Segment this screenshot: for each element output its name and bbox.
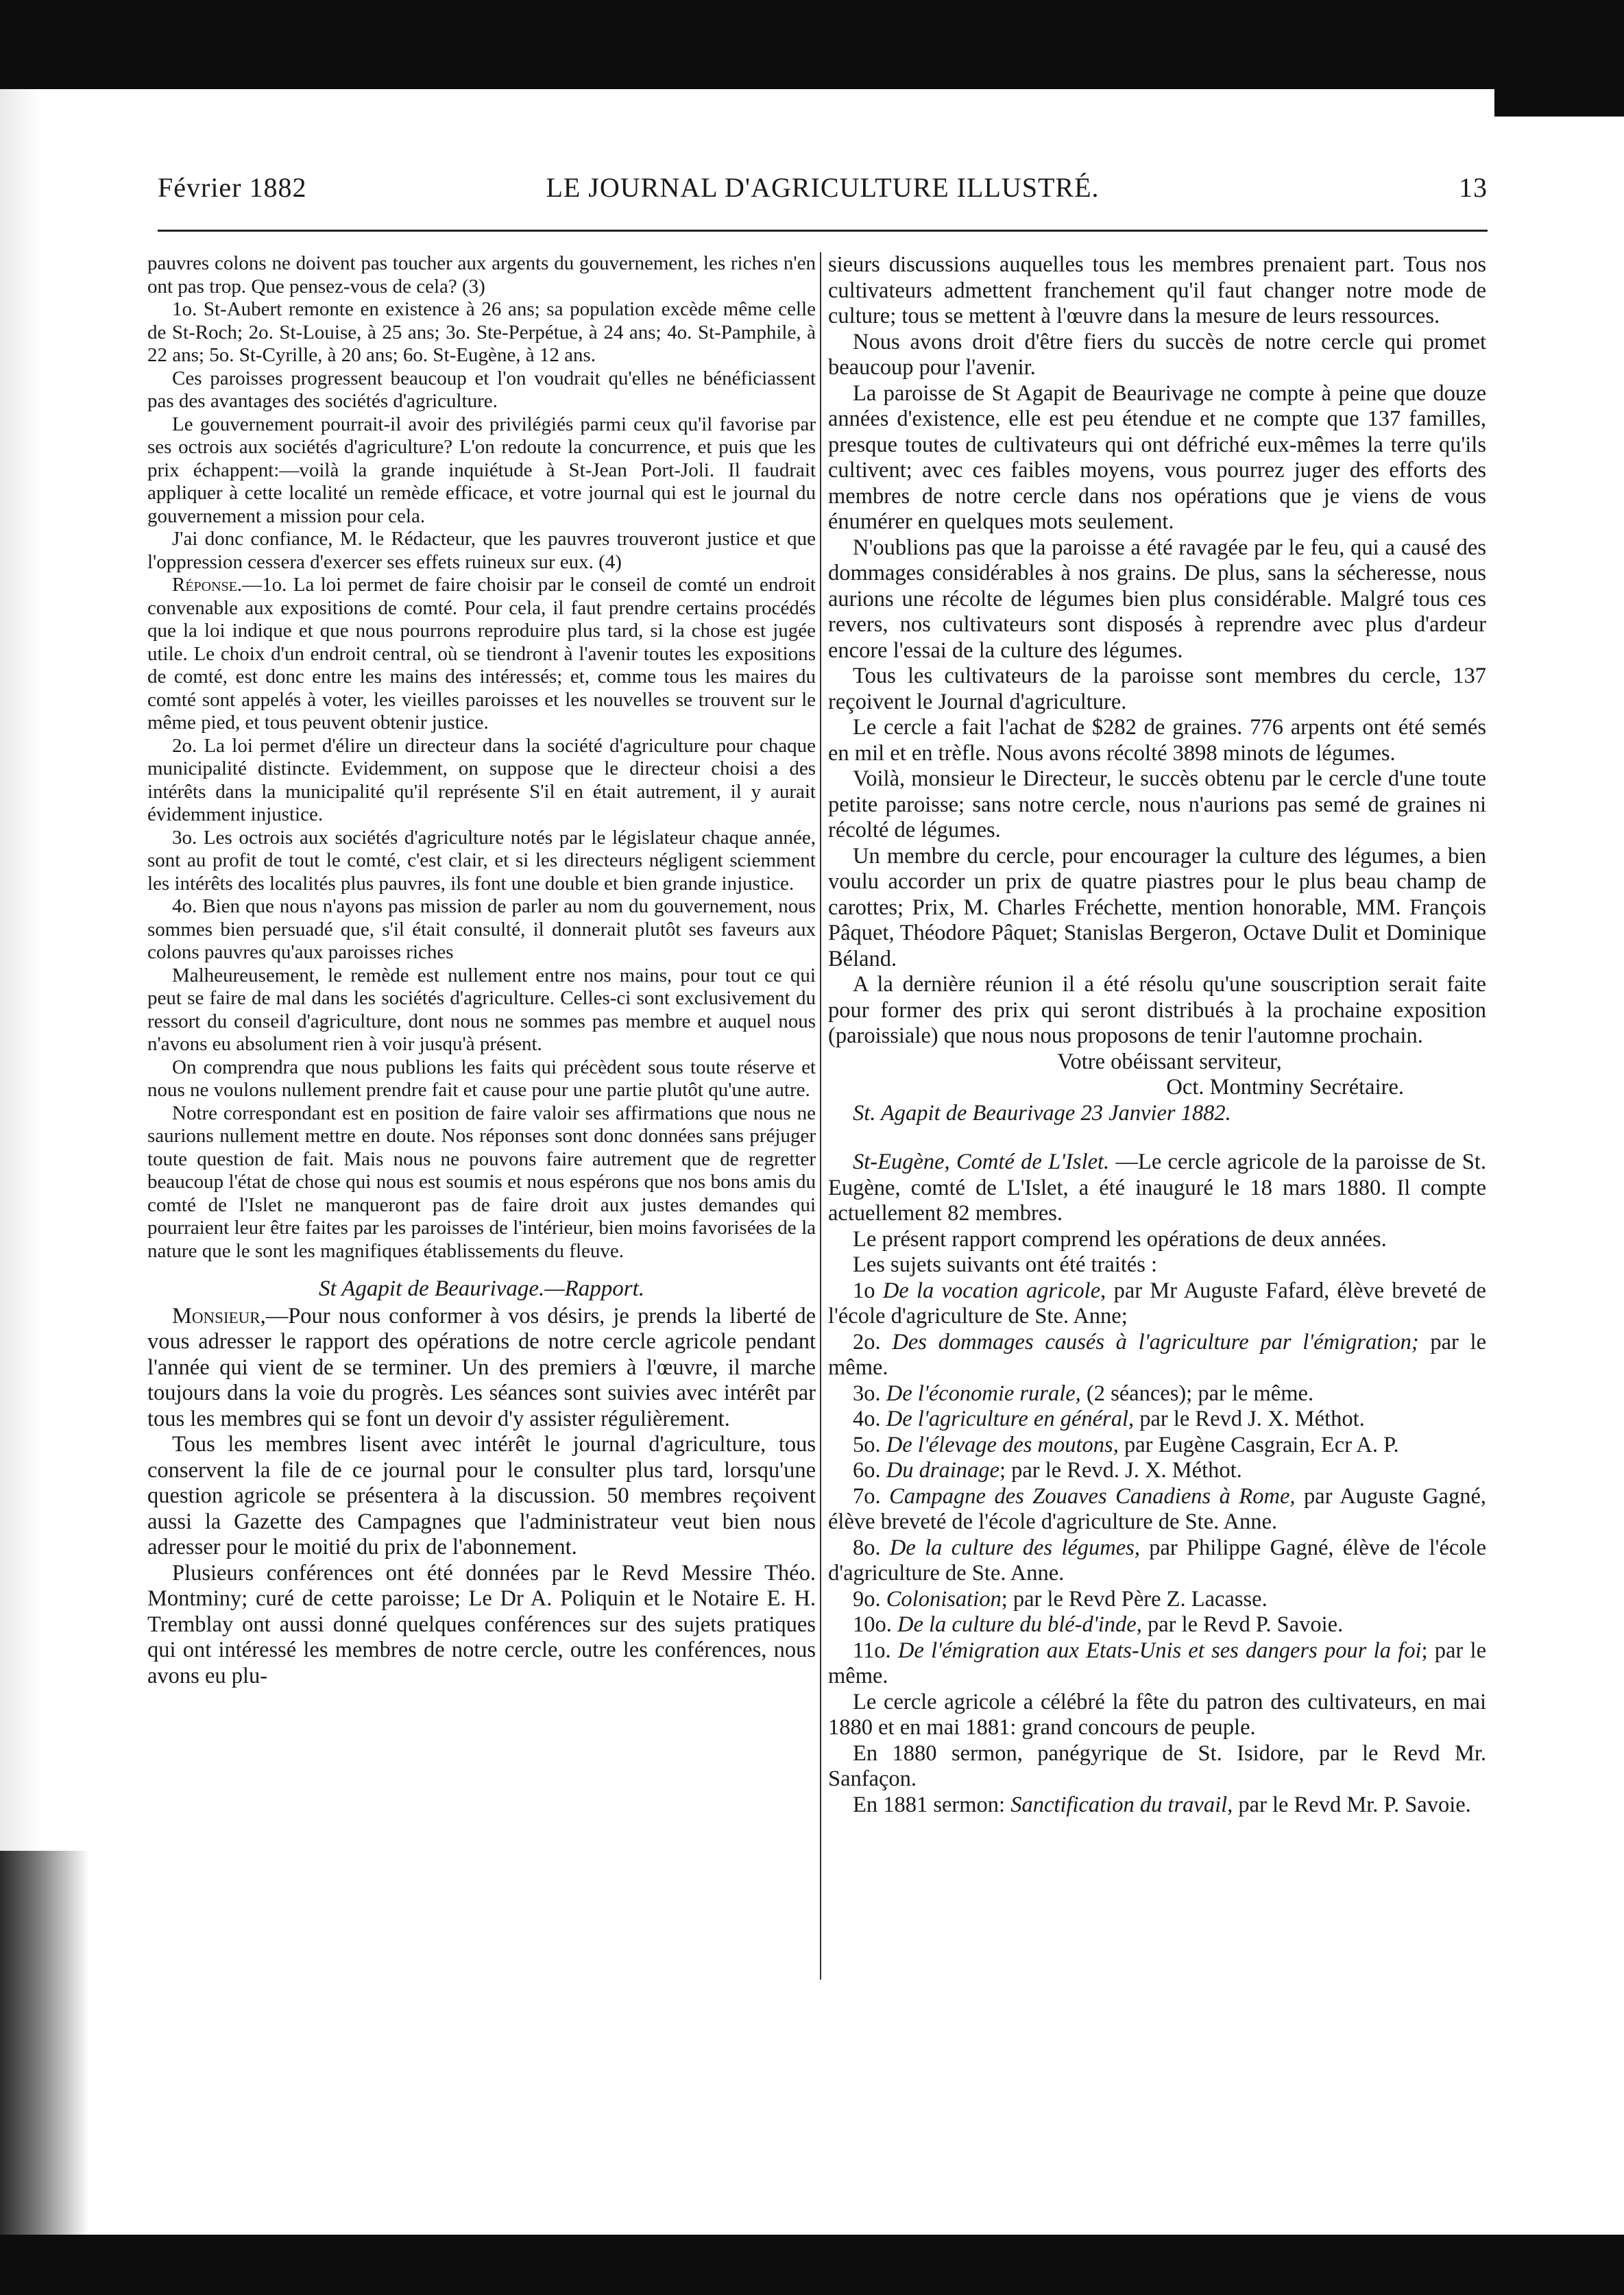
paragraph: Voilà, monsieur le Directeur, le succès obtenu par le cercle d'une toute petite paroisse; sans notre cercle, nous n'aurions pas semé de graines ni récolté de légumes. [828, 766, 1486, 842]
subject-item [828, 1458, 1486, 1484]
right-column [828, 252, 1486, 2220]
subject-author: ; par le Revd Père Z. Lacasse. [1001, 1586, 1268, 1612]
subject-title: Des dommages causés à l'agriculture par l'émigration; [892, 1329, 1419, 1355]
scan-top-border-corner [1494, 75, 1624, 117]
page-number: 13 [1459, 172, 1488, 203]
subject-number: 4o. [853, 1407, 881, 1431]
subject-title: De l'agriculture en général, [886, 1407, 1135, 1431]
reponse-label: Réponse. [172, 574, 243, 596]
paragraph-text: par le Revd Mr. P. Savoie. [1233, 1792, 1471, 1817]
paragraph: Nous avons droit d'être fiers du succès de notre cercle qui promet beaucoup pour l'avenir. [828, 329, 1486, 380]
subject-title: Colonisation [886, 1586, 1002, 1612]
paragraph: La paroisse de St Agapit de Beaurivage ne compte à peine que douze années d'existence, elle est peu étendue et ne compte que 137 familles, presque toutes de cultivateurs qui ont défriché eux-mêmes la terre qu'ils cultivent; avec ces faibles moyens, vous pourrez juger des efforts des membres de notre cercle dans nos opérations que je viens de vous énumérer en quelques mots seulement. [828, 380, 1486, 534]
paragraph: J'ai donc confiance, M. le Rédacteur, que les pauvres trouveront justice et que l'oppression cessera d'exercer ses effets ruineux sur eux. (4) [147, 528, 816, 573]
paragraph: Tous les membres lisent avec intérêt le journal d'agriculture, tous conservent la file de ce journal pour le consulter plus tard, lorsqu'une question agricole se présentera à la discussion. 50 membres reçoivent aussi la Gazette des Campagnes que l'administrateur veut bien nous adresser pour le moitié du prix de l'abonnement. [147, 1432, 816, 1559]
monsieur-paragraph [147, 1304, 816, 1433]
reponse-paragraph [147, 574, 816, 735]
subject-author: , par Mr Auguste Fafard, élève breveté de l'école d'agriculture de Ste. Anne; [828, 1278, 1486, 1328]
paragraph: On comprendra que nous publions les faits qui précèdent sous toute réserve et nous ne voulons nullement prendre fait et cause pour une partie plutôt qu'une autre. [147, 1056, 816, 1101]
subject-author: par Auguste Gagné, élève breveté de l'école d'agriculture de Ste. Anne. [828, 1483, 1486, 1534]
column-divider [820, 252, 821, 1980]
sermon-title: Sanctification du travail, [1010, 1792, 1233, 1817]
paragraph: Tous les cultivateurs de la paroisse sont membres du cercle, 137 reçoivent le Journal d'agriculture. [828, 664, 1486, 714]
scan-top-border [0, 0, 1624, 89]
subjects-list [828, 1278, 1486, 1690]
paragraph: Le présent rapport comprend les opérations de deux années. [853, 1226, 1387, 1252]
journal-title: LE JOURNAL D'AGRICULTURE ILLUSTRÉ. [546, 172, 1100, 203]
subject-number: 10o. [853, 1612, 892, 1637]
section-heading: St Agapit de Beaurivage.—Rapport. [318, 1276, 645, 1301]
paragraph: Notre correspondant est en position de faire valoir ses affirmations que nous ne saurions nullement mettre en doute. Nos réponses sont donc données sans préjuger toute question de fait. Mais nous ne pouvons faire autrement que de regretter beaucoup l'état de chose qui nous est soumis et nous espérons que nos bons amis du comté de l'Islet ne manqueront pas de faire droit aux justes demandes qui pourraient leur être faites par les paroisses de l'intérieur, bien moins favorisées de la nature que le sont les magnifiques établissements du fleuve. [147, 1102, 816, 1262]
paragraph: Un membre du cercle, pour encourager la culture des légumes, a bien voulu accorder un prix de quatre piastres pour le plus beau champ de carottes; Prix, M. Charles Fréchette, mention honorable, MM. François Pâquet, Théodore Pâquet; Stanislas Bergeron, Octave Dulit et Dominique Béland. [828, 843, 1486, 971]
signature: Oct. Montminy Secrétaire. [1166, 1075, 1404, 1100]
paragraph: 2o. La loi permet d'élire un directeur dans la société d'agriculture pour chaque municipalité distincte. Evidemment, on suppose que le directeur choisi a des intérêts dans la municipalité qu'il représente S'il en était autrement, il y aurait évidemment injustice. [147, 734, 816, 825]
subject-author: par le même. [828, 1329, 1486, 1380]
paragraph: 3o. Les octrois aux sociétés d'agriculture notés par le législateur chaque année, sont au profit de tout le comté, c'est clair, et si les directeurs négligent sciemment les intérêts des localités plus pauvres, ils font une double et bien grande injustice. [147, 826, 816, 895]
header-date: Février 1882 [158, 172, 307, 203]
subject-author: par Eugène Casgrain, Ecr A. P. [1118, 1432, 1399, 1457]
subject-number: 6o. [853, 1458, 881, 1483]
closing-line: Votre obéissant serviteur, [1057, 1049, 1282, 1074]
paragraph: Les sujets suivants ont été traités : [853, 1252, 1158, 1277]
scan-bottom-border [0, 2235, 1624, 2295]
page-header [158, 171, 1488, 212]
subject-item [828, 1381, 1486, 1407]
subject-title: De l'émigration aux Etats-Unis et ses dangers pour la foi [897, 1638, 1422, 1663]
subject-item [828, 1587, 1486, 1613]
reponse-text: —1o. La loi permet de faire choisir par le conseil de comté un endroit convenable aux expositions de comté. Pour cela, il faut prendre certains procédés que la loi indique et que nous pourrons reproduire plus tard, si la chose est jugée utile. Le choix d'un endroit central, où se tiendront à l'avenir toutes les expositions de comté, est donc entre les mains des intéressés; et, comme tous les maires du comté sont appelés à voter, les vieilles paroisses et les nouvelles se trouvent sur le même pied, et tous peuvent obtenir justice. [147, 574, 816, 733]
subject-number: 5o. [853, 1432, 881, 1457]
subject-author: ; par le même. [828, 1638, 1486, 1688]
st-eugene-heading: St-Eugène, Comté de L'Islet. [853, 1150, 1110, 1174]
subject-item [828, 1612, 1486, 1638]
subject-author: ; par le Revd. J. X. Méthot. [999, 1458, 1242, 1483]
salutation: Monsieur, [172, 1303, 266, 1328]
paragraph: 1o. St-Aubert remonte en existence à 26 ans; sa population excède même celle de St-Roch; 2o. St-Louise, à 25 ans; 3o. Ste-Perpétue, à 24 ans; 4o. St-Pamphile, à 22 ans; 5o. St-Cyrille, à 20 ans; 6o. St-Eugène, à 12 ans. [147, 298, 816, 366]
paragraph: Le cercle a fait l'achat de $282 de graines. 776 arpents ont été semés en mil et en trèfle. Nous avons récolté 3898 minots de légumes. [828, 715, 1486, 766]
sermon-paragraph [828, 1793, 1486, 1819]
header-rule [158, 230, 1488, 232]
paragraph: N'oublions pas que la paroisse a été ravagée par le feu, qui a causé des dommages considérables à nos grains. De plus, sans la sécheresse, nous aurions une récolte de légumes bien plus considérable. Malgré tous ces revers, nos cultivateurs sont disposés à reprendre avec plus d'ardeur encore l'essai de la culture des légumes. [828, 535, 1486, 663]
subject-title: De l'économie rurale, [886, 1381, 1081, 1406]
paragraph: A la dernière réunion il a été résolu qu'une souscription serait faite pour former des prix qui seront distribués à la prochaine exposition (paroissiale) que nous nous proposons de tenir l'automne prochain. [828, 972, 1486, 1048]
subject-title: Du drainage [886, 1458, 999, 1483]
paragraph: 4o. Bien que nous n'ayons pas mission de parler au nom du gouvernement, nous sommes bien persuadé que, s'il était consulté, il donnerait plutôt ses faveurs aux colons pauvres qu'aux paroisses riches [147, 895, 816, 963]
subject-author: par le Revd P. Savoie. [1141, 1612, 1344, 1637]
subject-author: par Philippe Gagné, élève de l'école d'agriculture de Ste. Anne. [828, 1535, 1486, 1586]
subject-number: 1o [853, 1278, 875, 1303]
paragraph: Le gouvernement pourrait-il avoir des privilégiés parmi ceux qu'il favorise par ses octrois aux sociétés d'agriculture? L'on redoute la concurrence, et puis que les prix échappent:—voilà la grande inquiétude à St-Jean Port-Joli. Il faudrait appliquer à cette localité un remède efficace, et votre journal qui est le journal du gouvernement a mission pour cela. [147, 413, 816, 527]
st-eugene-paragraph [828, 1150, 1486, 1227]
subject-author: par le Revd J. X. Méthot. [1134, 1407, 1365, 1431]
subject-number: 3o. [853, 1381, 881, 1406]
paragraph: sieurs discussions auquelles tous les membres prenaient part. Tous nos cultivateurs admettent franchement qu'il faut changer notre mode de culture; tous se mettent à l'œuvre dans la mesure de leurs ressources. [828, 252, 1486, 328]
subject-title: De l'élevage des moutons, [886, 1432, 1119, 1457]
subject-item [828, 1638, 1486, 1690]
scan-left-edge-dark [0, 1851, 89, 2295]
subject-title: De la culture du blé-d'inde, [897, 1612, 1142, 1637]
subject-title: De la vocation agricole [882, 1278, 1101, 1303]
paragraph: Le cercle agricole a célébré la fête du patron des cultivateurs, en mai 1880 et en mai 1881: grand concours de peuple. [828, 1689, 1486, 1740]
paragraph: Plusieurs conférences ont été données par le Revd Messire Théo. Montminy; curé de cette paroisse; Le Dr A. Poliquin et le Notaire E. H. Tremblay ont aussi donné quelques conférences sur des sujets pratiques qui ont intéressé les membres de notre cercle, outre les conférences, nous avons eu plu- [147, 1560, 816, 1688]
paragraph-text: En 1881 sermon: [853, 1792, 1011, 1817]
subject-item [828, 1535, 1486, 1587]
paragraph: Malheureusement, le remède est nullement entre nos mains, pour tout ce qui peut se faire de mal dans les sociétés d'agriculture. Celles-ci sont exclusivement du ressort du conseil d'agriculture, dont nous ne sommes pas membre et auquel nous n'avons eu absolument rien à voir jusqu'à présent. [147, 964, 816, 1055]
subject-item [828, 1278, 1486, 1330]
place-date: St. Agapit de Beaurivage 23 Janvier 1882. [853, 1100, 1231, 1126]
spacer [828, 1126, 1486, 1150]
subject-number: 9o. [853, 1586, 881, 1612]
subject-title: De la culture des légumes, [889, 1535, 1140, 1560]
subject-number: 2o. [853, 1329, 881, 1355]
report-body [147, 1304, 816, 1690]
subject-number: 8o. [853, 1535, 881, 1560]
paragraph: En 1880 sermon, panégyrique de St. Isidore, par le Revd Mr. Sanfaçon. [828, 1740, 1486, 1791]
paragraph-text: —Le cercle agricole de la paroisse de St. Eugène, comté de L'Islet, a été inauguré le 18 mars 1880. Il compte actuellement 82 membres. [828, 1150, 1486, 1226]
paragraph: pauvres colons ne doivent pas toucher aux argents du gouvernement, les riches n'en ont pas trop. Que pensez-vous de cela? (3) [147, 252, 816, 298]
paragraph: Ces paroisses progressent beaucoup et l'on voudrait qu'elles ne bénéficiassent pas des avantages des sociétés d'agriculture. [147, 367, 816, 412]
subject-number: 7o. [853, 1483, 881, 1509]
left-column [147, 252, 816, 2220]
subject-item [828, 1433, 1486, 1459]
subject-item [828, 1330, 1486, 1381]
subject-item [828, 1407, 1486, 1433]
subject-author: (2 séances); par le même. [1080, 1381, 1314, 1406]
paragraph-text: —Pour nous conformer à vos désirs, je prends la liberté de vous adresser le rapport des opérations de notre cercle agricole pendant l'année qui vient de se terminer. Un des premiers à l'œuvre, il marche toujours dans la voie du progrès. Les séances sont suivies avec intérêt par tous les membres qui se font un devoir d'y assister régulièrement. [147, 1303, 816, 1431]
subject-number: 11o. [853, 1638, 891, 1663]
subject-item [828, 1484, 1486, 1535]
subject-title: Campagne des Zouaves Canadiens à Rome, [889, 1483, 1296, 1509]
